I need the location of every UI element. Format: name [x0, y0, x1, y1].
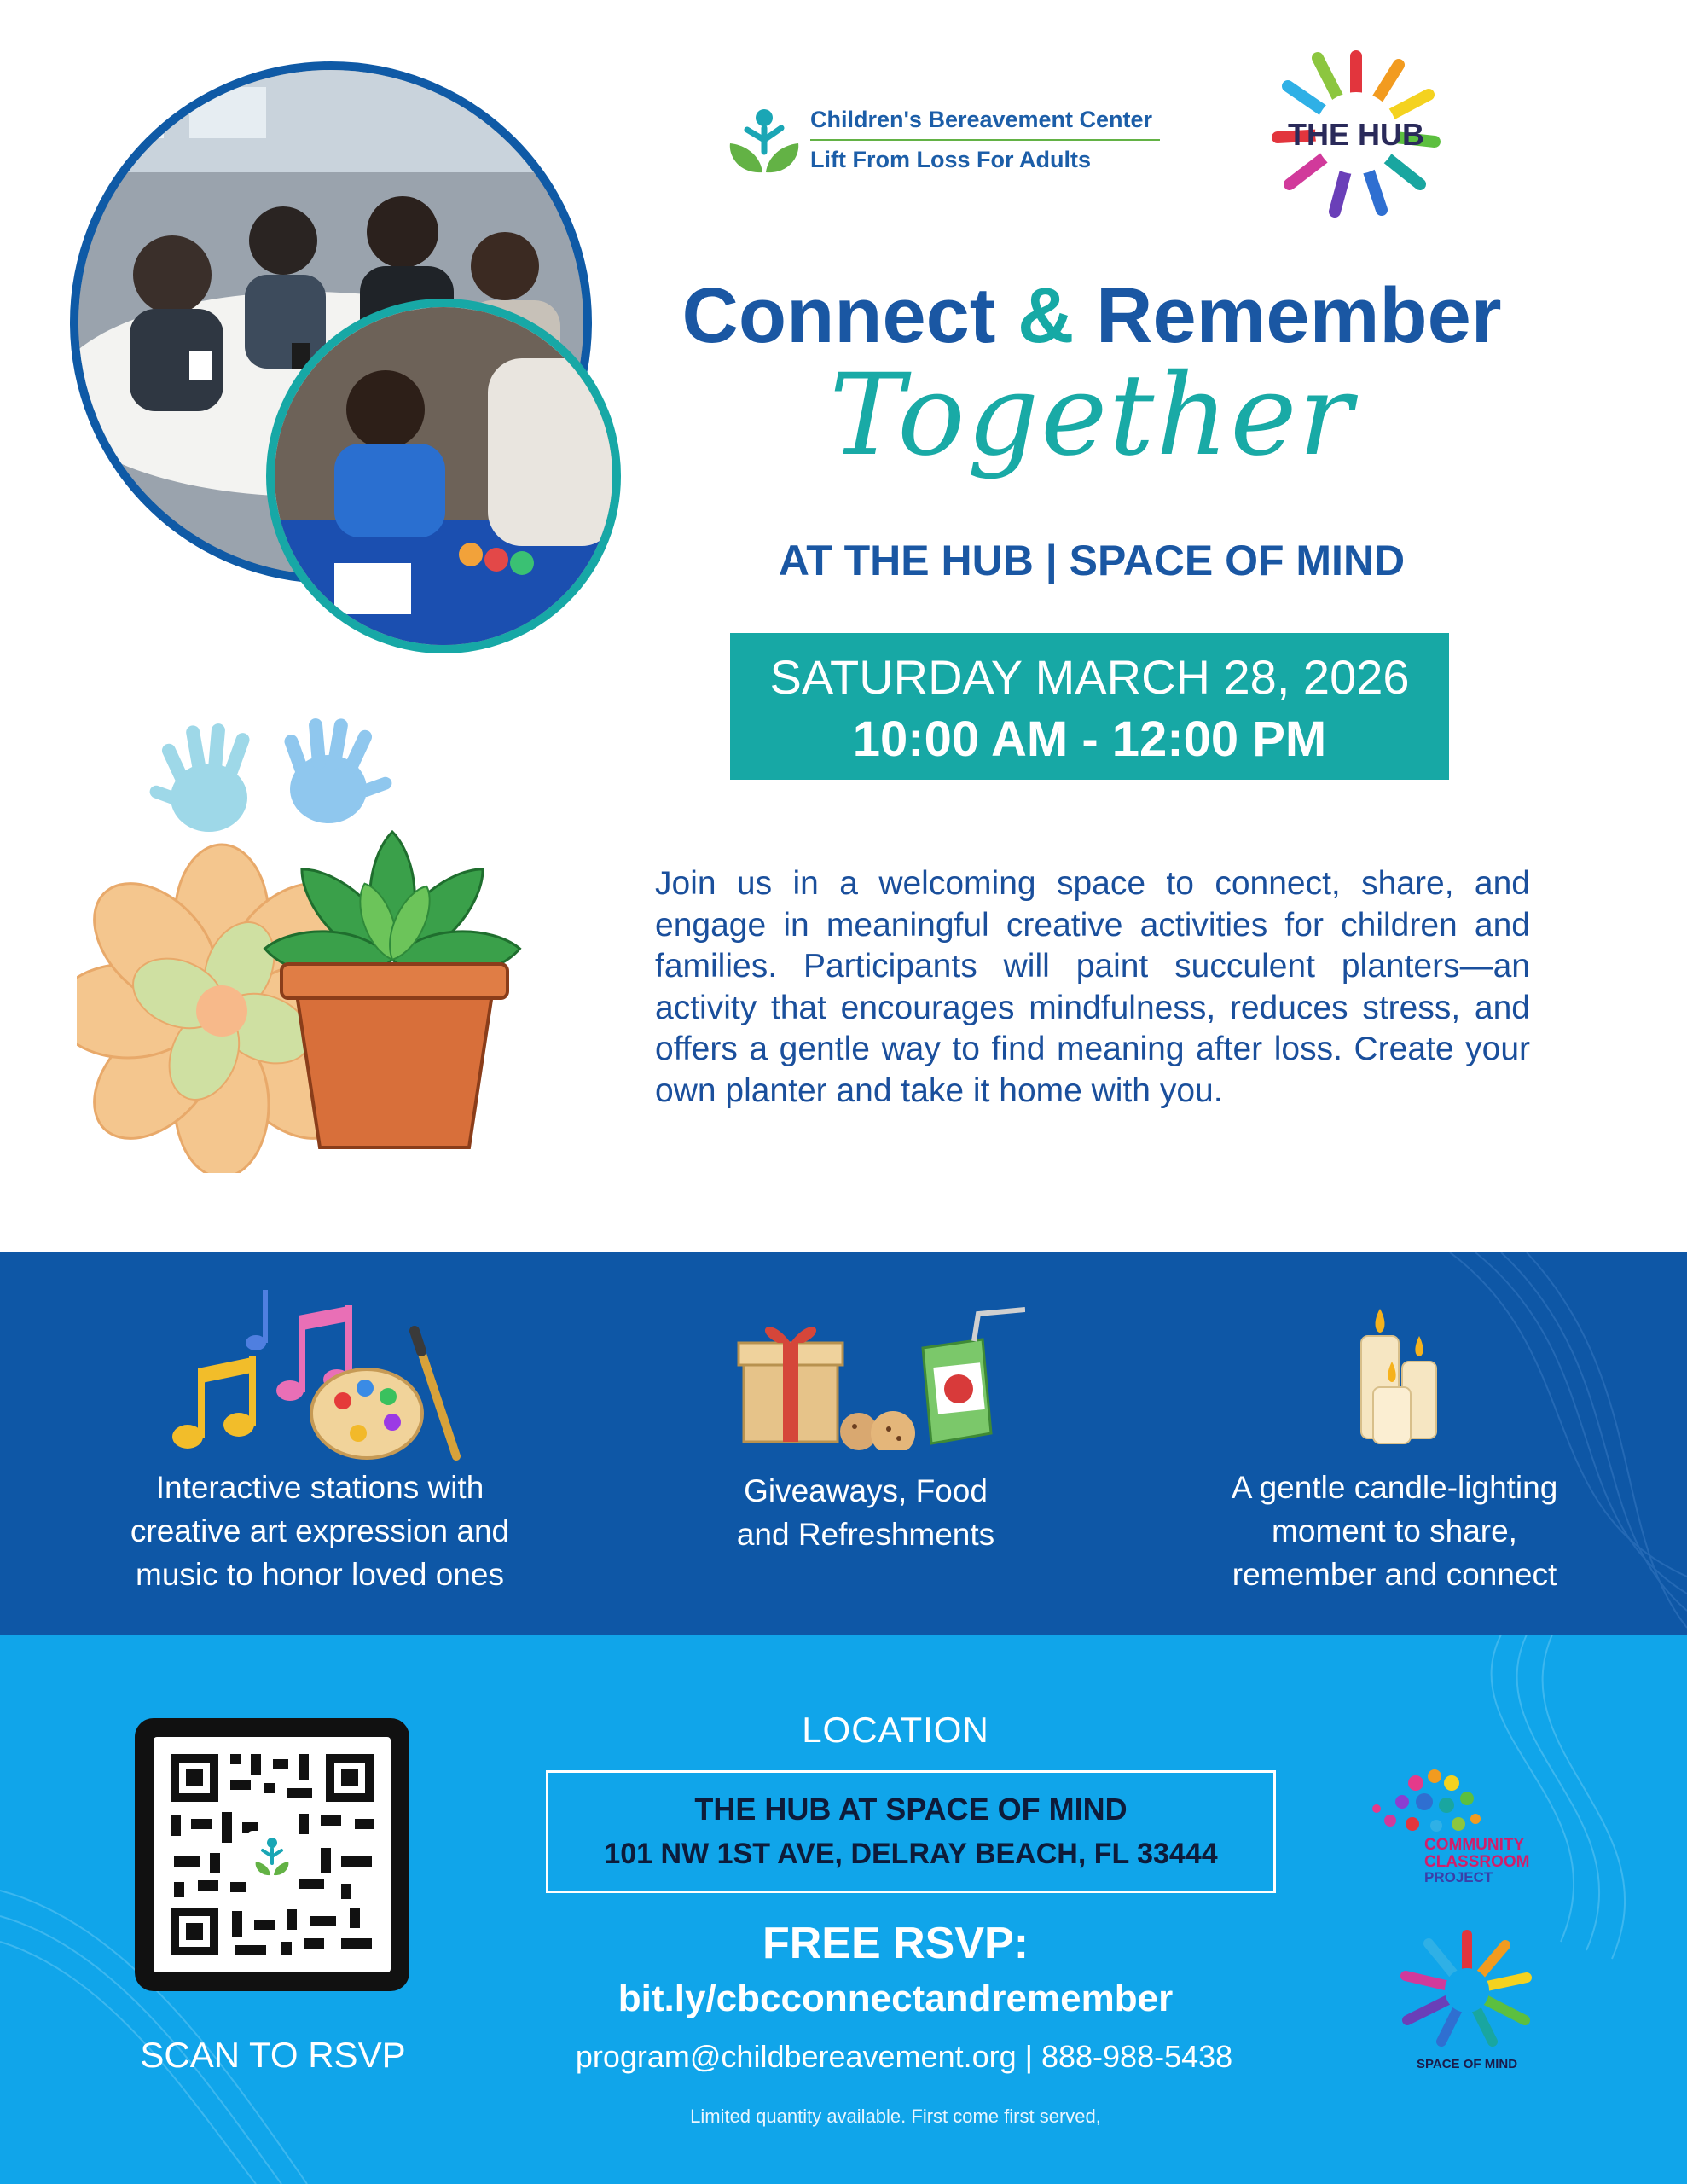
rsvp-link[interactable]: bit.ly/cbcconnectandremember	[617, 1978, 1174, 2019]
location-box	[546, 1770, 1276, 1893]
event-description: Join us in a welcoming space to connect, share, and engage in meaningful creative activities for children and families. Participants will paint succulent planters—an activity that encourages mindfulness, reduces stress, and offers a gentle way to find meaning after loss. Create your own planter and take it home with you.	[655, 865, 1530, 1109]
venue-subtitle: AT THE HUB | SPACE OF MIND	[778, 537, 1406, 584]
title-connect: Connect	[681, 272, 996, 359]
venue-address: 101 NW 1ST AVE, DELRAY BEACH, FL 33444	[604, 1838, 1218, 1870]
cbc-leaf-icon	[722, 102, 807, 179]
svg-text:CLASSROOM: CLASSROOM	[1424, 1853, 1530, 1871]
availability-disclaimer: Limited quantity available. First come first served,	[690, 2106, 1101, 2127]
title-remember: Remember	[1096, 272, 1502, 359]
the-hub-logo	[1271, 48, 1441, 218]
rsvp-qr-code[interactable]	[135, 1718, 409, 1991]
date-time-box	[730, 633, 1449, 780]
svg-text:SPACE OF MIND: SPACE OF MIND	[1416, 2057, 1518, 2071]
feature-giveaways-food: Giveaways, Food and Refreshments	[736, 1473, 995, 1552]
candles-icon	[1348, 1302, 1450, 1447]
feature-art-music: Interactive stations with creative art expression and music to honor loved ones	[130, 1470, 510, 1592]
event-title-script: Together	[829, 350, 1354, 481]
svg-text:PROJECT: PROJECT	[1424, 1869, 1493, 1885]
gift-food-icon	[735, 1305, 1025, 1450]
event-date: SATURDAY MARCH 28, 2026	[769, 650, 1410, 704]
org-divider	[810, 139, 1160, 141]
feature-candle-lighting: A gentle candle-lighting moment to share, remember and connect	[1231, 1470, 1558, 1592]
succulent-planter-illustration	[77, 815, 554, 1173]
venue-name: THE HUB AT SPACE OF MIND	[694, 1792, 1128, 1827]
svg-text:COMMUNITY: COMMUNITY	[1424, 1836, 1525, 1854]
event-photo-inset	[266, 299, 621, 653]
music-palette-icon	[162, 1290, 469, 1461]
title-ampersand: &	[1017, 272, 1075, 359]
location-heading: LOCATION	[802, 1710, 989, 1750]
org-tagline: Lift From Loss For Adults	[810, 147, 1091, 172]
space-of-mind-logo	[1390, 1926, 1544, 2073]
event-time: 10:00 AM - 12:00 PM	[852, 712, 1327, 767]
free-rsvp-heading: FREE RSVP:	[762, 1919, 1029, 1968]
scan-to-rsvp-label: SCAN TO RSVP	[140, 2035, 406, 2075]
org-name: Children's Bereavement Center	[810, 107, 1153, 132]
community-classroom-project-logo	[1365, 1757, 1561, 1885]
event-title	[665, 271, 1518, 361]
contact-info[interactable]: program@childbereavement.org | 888-988-5438	[575, 2039, 1233, 2074]
svg-text:THE HUB: THE HUB	[1288, 117, 1424, 152]
